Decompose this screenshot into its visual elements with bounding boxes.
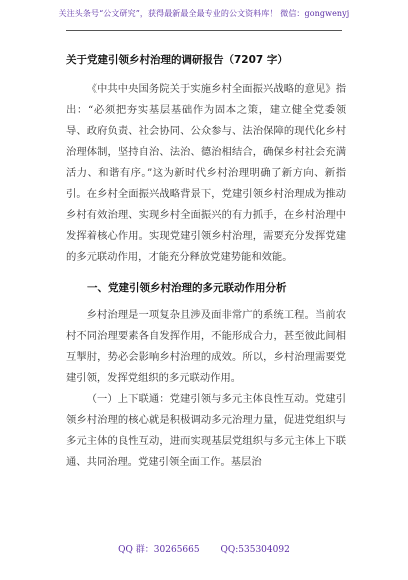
- footer: [0, 542, 408, 555]
- footer-qq-group: QQ 群：30265665: [118, 545, 200, 555]
- section-paragraph: 乡村治理是一项复杂且涉及面非常广的系统工程。当前农村不同治理要素各自发挥作用，不能形成合力，甚至彼此间相互掣肘，势必会影响乡村治理的成效。所以，乡村治理需要党建引领，发挥党组织的多元联动作用。: [66, 309, 346, 384]
- footer-qq: QQ:535304092: [220, 545, 290, 555]
- section-heading: 一、党建引领乡村治理的多元联动作用分析: [87, 282, 287, 294]
- subsection-paragraph: （一）上下联通：党建引领与多元主体良性互动。党建引领乡村治理的核心就是积极调动多元治理力量，促进党组织与多元主体的良性互动，进而实现基层党组织与多元主体上下联通、共同治理。党建引领全面工作。基层治: [66, 393, 346, 468]
- intro-paragraph: 《中共中央国务院关于实施乡村全面振兴战略的意见》指出：“必须把夯实基层基础作为固本之策，建立健全党委领导、政府负责、社会协同、公众参与、法治保障的现代化乡村治理体制，坚持自治、法治、德治相结合，确保乡村社会充满活力、和谐有序。”这为新时代乡村治理明确了新方向、新指引。在乡村全面振兴战略背景下，党建引领乡村治理成为推动乡村有效治理、实现乡村全面振兴的有力抓手，在乡村治理中发挥着核心作用。实现党建引领乡村治理，需要充分发挥党建的多元联动作用，才能充分释放党建势能和效能。: [66, 83, 346, 263]
- header-rule: [66, 30, 342, 31]
- document-page: [66, 52, 346, 473]
- header-banner: 关注头条号“公文研究”，获得最新最全最专业的公文资料库！ 微信：gongwenyj: [58, 9, 350, 18]
- document-title: 关于党建引领乡村治理的调研报告（7207 字）: [66, 54, 288, 66]
